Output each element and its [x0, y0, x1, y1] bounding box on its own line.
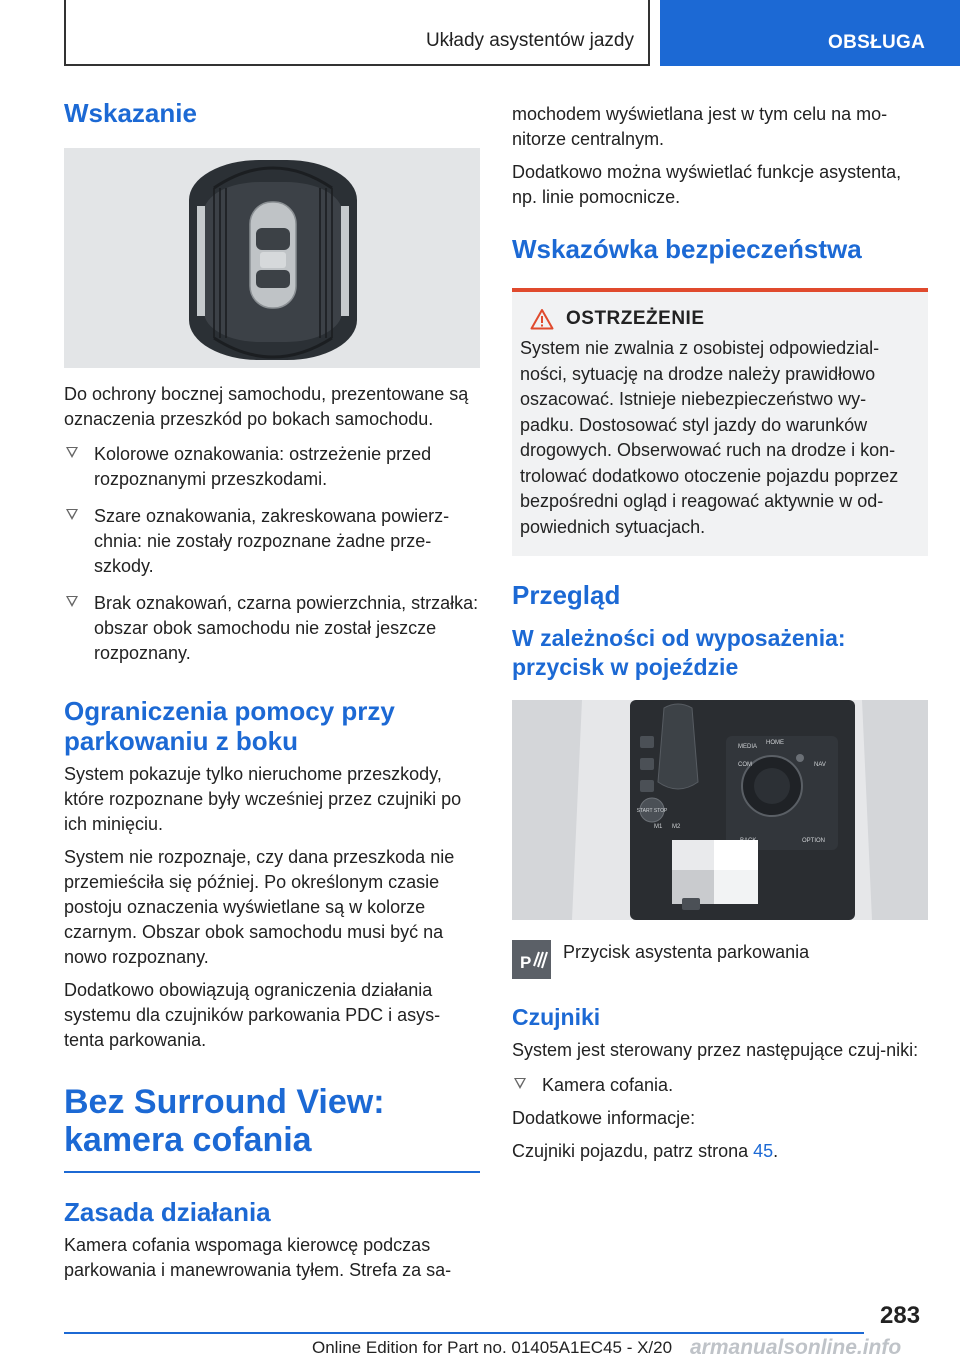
- heading-przeglad: Przegląd: [512, 580, 621, 610]
- heading-wskazanie: Wskazanie: [64, 98, 197, 128]
- right-column: [512, 102, 928, 1164]
- bullet-text: Kamera cofania.: [542, 1075, 674, 1095]
- warning-label: OSTRZEŻENIE: [566, 308, 705, 329]
- header-section-title: Układy asystentów jazdy: [425, 30, 634, 51]
- bullet-triangle-icon: [66, 447, 78, 458]
- bullet-text: Kolorowe oznakowania: ostrzeżenie przed rozpoznanymi przeszkodami.: [94, 444, 432, 489]
- header-badge-box: [660, 0, 960, 66]
- bullet-triangle-icon: [66, 596, 78, 607]
- paragraph-dodatkowe: Dodatkowe informacje:: [512, 1108, 696, 1128]
- paragraph-ograniczenia-3: Dodatkowo obowiązują ograniczenia działania systemu dla czujników parkowania PDC i asys-tenta parkowania.: [64, 980, 441, 1050]
- bullet-triangle-icon: [514, 1078, 526, 1089]
- side-parking-illustration: [64, 148, 480, 368]
- side-parking-display-image: [64, 148, 480, 368]
- warning-text: System nie zwalnia z osobistej odpowiedzial-ności, sytuację na drodze należy prawidłowo oszacować. Istnieje niebezpieczeństwo wy-padku. Dostosować styl jazdy do warunków drogowych. Obserwować ruch na drodze i kon-trolować dodatkowo otoczenie pojazdu poprzez bezpośredni ogląd i reagować aktywnie w od-powiednich sytuacjach.: [520, 338, 899, 537]
- paragraph-continued-2: Dodatkowo można wyświetlać funkcje asystenta, np. linie pomocnicze.: [512, 162, 902, 207]
- bullet-text: Brak oznakowań, czarna powierzchnia, strzałka: obszar obok samochodu nie został jeszcze rozpoznany.: [94, 593, 479, 663]
- center-console-illustration: [512, 700, 928, 920]
- bullet-item: [64, 591, 480, 666]
- footer-rule: [64, 1332, 864, 1334]
- paragraph-ograniczenia-2: System nie rozpoznaje, czy dana przeszkoda nie przemieściła się później. Po określonym czasie postoju oznaczenia wyświetlane są w kolorze czarnym. Obszar obok samochodu musi być na nowo rozpoznany.: [64, 847, 455, 967]
- console-m2-label: M2: [672, 824, 681, 830]
- bullet-item: [512, 1073, 928, 1098]
- console-com-label: COM: [738, 762, 752, 768]
- heading-ograniczenia: Ograniczenia pomocy przy parkowaniu z boku: [64, 696, 395, 756]
- parking-button-legend: [512, 940, 928, 979]
- footer-watermark: armanualsonline.info: [690, 1336, 902, 1359]
- console-media-label: MEDIA: [738, 744, 758, 750]
- warning-box: [512, 288, 928, 556]
- parking-button-caption: Przycisk asystenta parkowania: [563, 942, 810, 962]
- svg-text:P: P: [520, 953, 532, 972]
- warning-triangle-icon: [530, 308, 554, 330]
- console-nav-label: NAV: [814, 762, 826, 768]
- console-start-stop-label: START STOP: [636, 808, 668, 814]
- reference-text: Czujniki pojazdu, patrz strona: [512, 1141, 754, 1161]
- heading-czujniki: Czujniki: [512, 1004, 601, 1030]
- header-badge: OBSŁUGA: [828, 32, 926, 53]
- bullet-text: Szare oznakowania, zakreskowana powierz-chnia: nie zostały rozpoznane żadne prze-szkody.: [94, 506, 450, 576]
- heading-wskazowka: Wskazówka bezpieczeństwa: [512, 234, 862, 264]
- paragraph-reference: [512, 1139, 928, 1164]
- paragraph-czujniki: System jest sterowany przez następujące czuj-niki:: [512, 1040, 919, 1060]
- console-option-label: OPTION: [802, 838, 826, 844]
- footer-edition: Online Edition for Part no. 01405A1EC45 - X/20: [312, 1338, 673, 1357]
- page-footer: [0, 1336, 960, 1362]
- console-home-label: HOME: [766, 740, 784, 746]
- paragraph-ograniczenia-1: System pokazuje tylko nieruchome przeszkody, które rozpoznane były wcześniej przez czujniki po ich minięciu.: [64, 764, 462, 834]
- parking-assistant-button-icon: [512, 940, 551, 979]
- header-section-box: [64, 0, 650, 66]
- reference-end: .: [773, 1141, 779, 1161]
- paragraph-intro: Do ochrony bocznej samochodu, prezentowane są oznaczenia przeszkód po bokach samochodu.: [64, 384, 469, 429]
- console-button-image: [512, 700, 928, 920]
- page-number: 283: [880, 1302, 921, 1329]
- heading-bez-surround-view: Bez Surround View: kamera cofania: [64, 1083, 385, 1159]
- bullet-triangle-icon: [66, 509, 78, 520]
- console-m1-label: M1: [654, 824, 663, 830]
- paragraph-zasada: Kamera cofania wspomaga kierowcę podczas parkowania i manewrowania tyłem. Strefa za sa-: [64, 1235, 452, 1280]
- bullet-item: [64, 442, 480, 492]
- left-column: [64, 98, 480, 1283]
- heading-zaleznosci: W zależności od wyposażenia: przycisk w pojeździe: [512, 625, 846, 680]
- bullet-item: [64, 504, 480, 579]
- heading-zasada-dzialania: Zasada działania: [64, 1197, 271, 1227]
- page-reference-link[interactable]: 45: [753, 1141, 774, 1161]
- warning-header: [520, 308, 920, 330]
- page-header: [0, 0, 960, 66]
- paragraph-continued-1: mochodem wyświetlana jest w tym celu na mo-nitorze centralnym.: [512, 104, 888, 149]
